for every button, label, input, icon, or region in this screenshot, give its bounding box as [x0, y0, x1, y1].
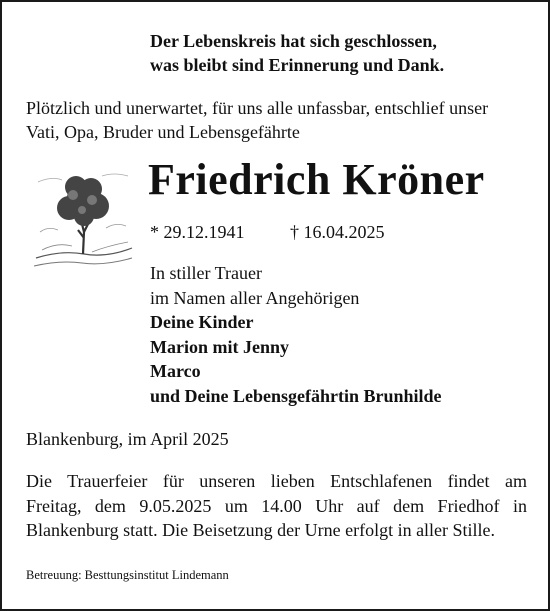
- motto: [150, 29, 444, 77]
- intro-line-2: Vati, Opa, Bruder und Lebensgefährte: [26, 122, 300, 142]
- service-line-2: Freitag, dem 9.05.2025 um 14.00 Uhr auf dem Friedhof in: [26, 495, 527, 516]
- mourners-list: [150, 261, 442, 408]
- tree-landscape-illustration: [32, 162, 134, 270]
- motto-line-1: Der Lebenskreis hat sich geschlossen,: [150, 31, 437, 51]
- intro-line-1: Plötzlich und unerwartet, für uns alle unfassbar, entschlief unser: [26, 98, 489, 118]
- intro-text: [26, 96, 526, 144]
- service-line-1: Die Trauerfeier für unseren lieben Entschlafenen findet am: [26, 471, 527, 491]
- mourners-line-1: In stiller Trauer: [150, 263, 262, 283]
- place-date: Blankenburg, im April 2025: [26, 429, 229, 449]
- birth-date: * 29.12.1941: [150, 222, 245, 242]
- service-line-3: Blankenburg statt. Die Beisetzung der Urne erfolgt in aller Stille.: [26, 520, 496, 540]
- mourners-line-6: und Deine Lebensgefährtin Brunhilde: [150, 385, 442, 406]
- death-date: † 16.04.2025: [290, 222, 385, 242]
- mourners-line-2: im Namen aller Angehörigen: [150, 287, 360, 308]
- life-dates: [150, 220, 385, 244]
- mourners-line-3: Deine Kinder: [150, 312, 254, 332]
- funeral-service-text: [26, 469, 527, 543]
- mourners-line-4: Marion mit Jenny: [150, 336, 289, 357]
- deceased-name: Friedrich Kröner: [148, 155, 485, 204]
- mourners-line-5: Marco: [150, 361, 201, 381]
- motto-line-2: was bleibt sind Erinnerung und Dank.: [150, 55, 445, 75]
- funeral-home-credit: Betreuung: Besttungsinstitut Lindemann: [26, 568, 229, 582]
